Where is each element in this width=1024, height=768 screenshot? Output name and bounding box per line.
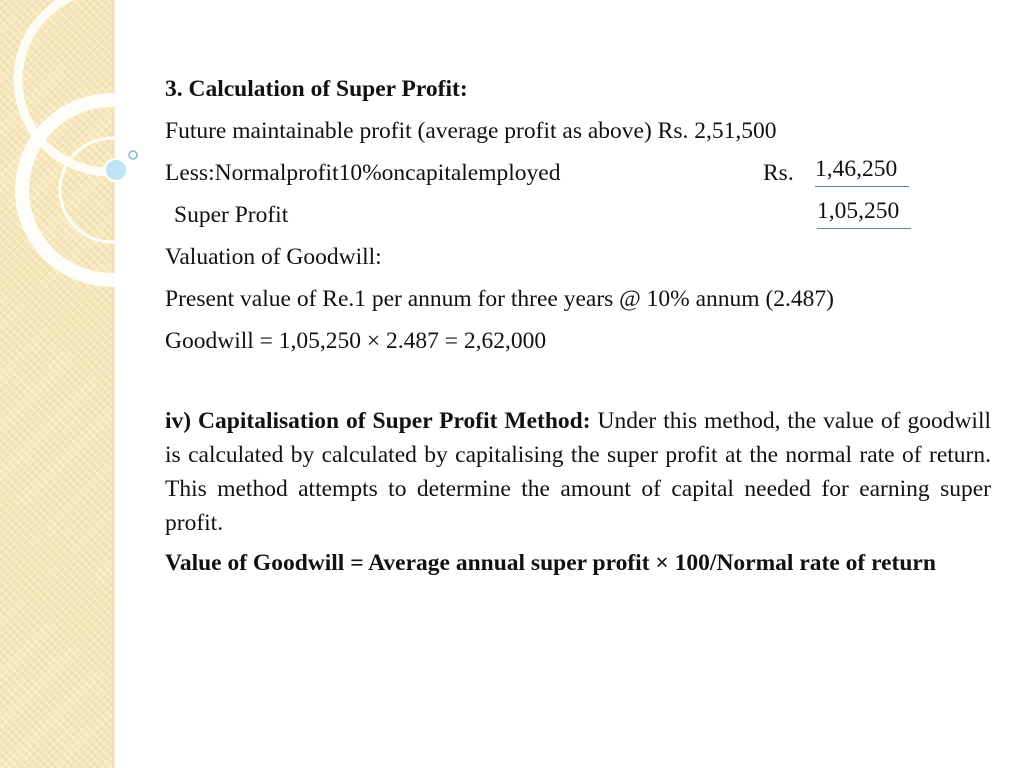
super-profit-row bbox=[165, 194, 991, 236]
method-body: Under this method, the value of goodwill is calculated by calculated by capitalising the super profit at the normal rate of return. This method attempts to determine the amount of capital needed for earning super profit. bbox=[165, 408, 992, 536]
super-profit-amount: 1,05,250 bbox=[817, 194, 911, 229]
goodwill-formula: Value of Goodwill = Average annual super profit × 100/Normal rate of return bbox=[165, 550, 936, 576]
normal-profit-label: Less:Normalprofit10%oncapitalemployed bbox=[165, 160, 561, 186]
bubble-decoration-small bbox=[129, 151, 137, 159]
method-paragraph bbox=[165, 404, 991, 540]
section-heading: 3. Calculation of Super Profit: bbox=[165, 76, 468, 102]
bubble-decoration-large bbox=[105, 159, 127, 181]
slide-content bbox=[165, 68, 991, 580]
normal-profit-row bbox=[165, 152, 991, 194]
super-profit-label: Super Profit bbox=[174, 202, 289, 228]
present-value-line: Present value of Re.1 per annum for three years @ 10% annum (2.487) bbox=[165, 286, 834, 312]
inner-arc-decoration bbox=[60, 138, 164, 242]
valuation-heading: Valuation of Goodwill: bbox=[165, 244, 382, 270]
spacer bbox=[165, 362, 991, 404]
normal-profit-currency: Rs. bbox=[763, 160, 794, 186]
goodwill-calculation: Goodwill = 1,05,250 × 2.487 = 2,62,000 bbox=[165, 328, 547, 354]
method-title: iv) Capitalisation of Super Profit Method: bbox=[165, 408, 591, 434]
normal-profit-amount: 1,46,250 bbox=[815, 152, 909, 187]
future-profit-line: Future maintainable profit (average profit as above) Rs. 2,51,500 bbox=[165, 118, 777, 144]
